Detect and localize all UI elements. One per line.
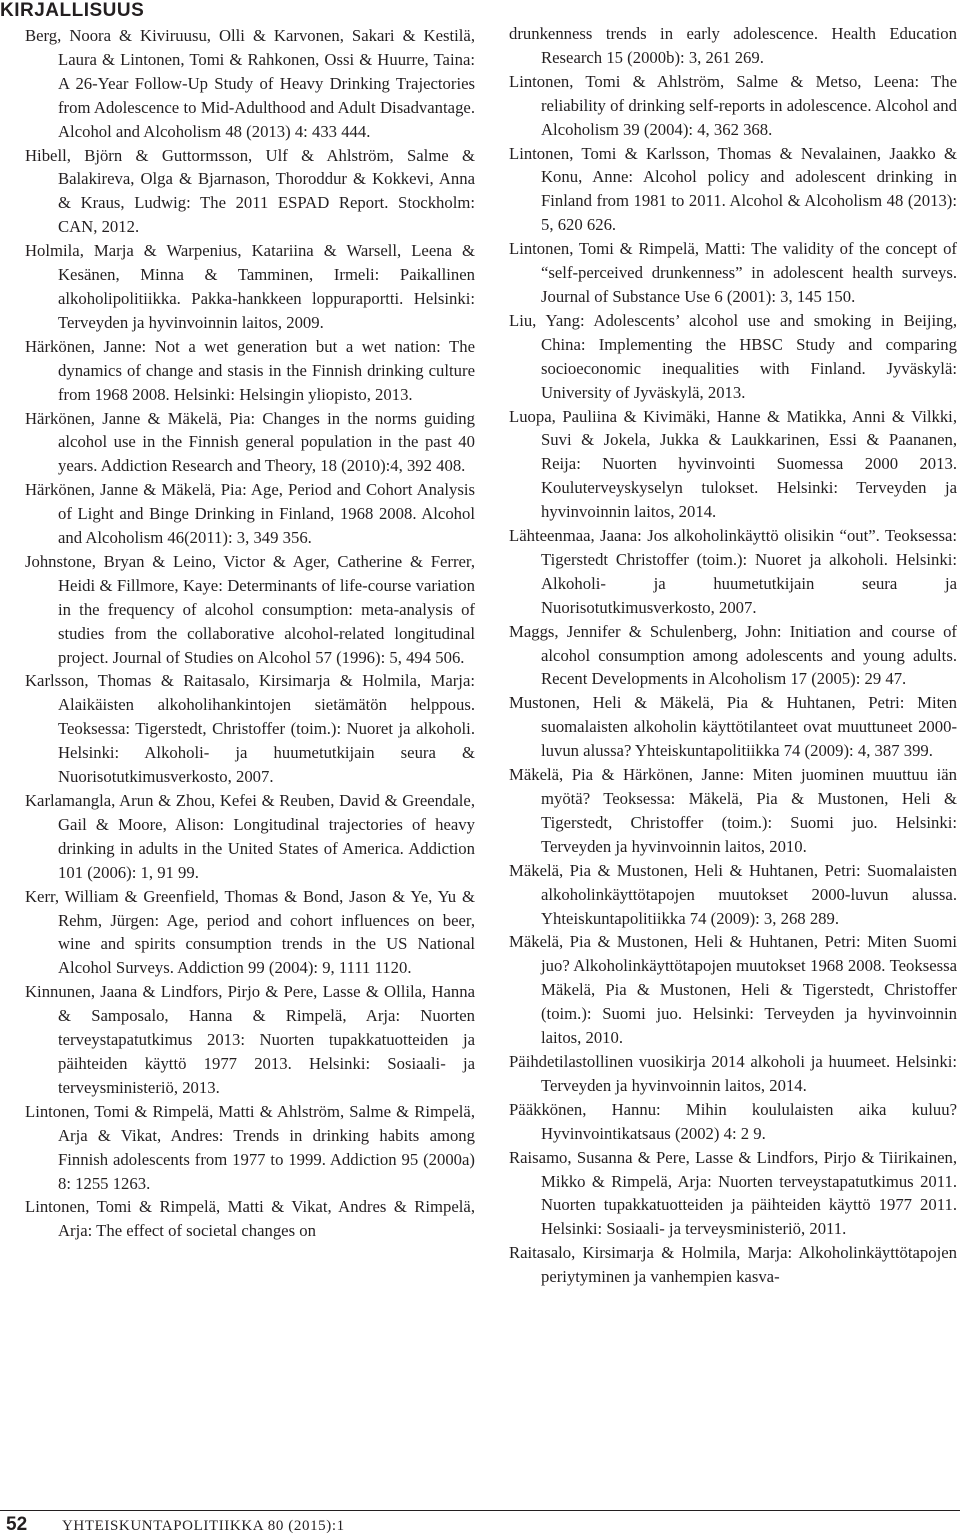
reference-entry: Kinnunen, Jaana & Lindfors, Pirjo & Pere, Lasse & Ollila, Hanna & Samposalo, Hanna & Rimpelä, Arja: Nuorten terveystapatutkimus 2013: Nuorten tupakkatuotteiden ja päihteiden käyttö 1977 2013. Helsinki: Sosiaali- ja terveysministeriö, 2013.	[25, 982, 475, 1097]
reference-entry: Karlamangla, Arun & Zhou, Kefei & Reuben, David & Greendale, Gail & Moore, Alison: Longitudinal trajectories of heavy drinking in adults in the United States of America. Addiction 101 (2006): 1, 91 99.	[25, 791, 475, 882]
reference-entry: Mäkelä, Pia & Mustonen, Heli & Huhtanen, Petri: Suomalaisten alkoholinkäyttötapojen muutokset 2000-luvun alussa. Yhteiskuntapolitiikka 74 (2009): 3, 268 289.	[509, 860, 957, 928]
reference-entry: Lintonen, Tomi & Rimpelä, Matti & Ahlström, Salme & Rimpelä, Arja & Vikat, Andres: Trends in drinking habits among Finnish adolescents from 1977 to 1999. Addiction 95 (2000a) 8: 1255 1263.	[25, 1101, 475, 1193]
references-right-column	[509, 22, 957, 1289]
reference-entry: Raitasalo, Kirsimarja & Holmila, Marja: Alkoholinkäyttötapojen periytyminen ja vanhempien kasva-	[509, 1243, 957, 1287]
reference-entry: Berg, Noora & Kiviruusu, Olli & Karvonen, Sakari & Kestilä, Laura & Lintonen, Tomi & Rahkonen, Ossi & Huurre, Taina: A 26-Year Follow-Up Study of Heavy Drinking Trajectories from Adolescence to Mid-Adulthood and Adult Disadvantage. Alcohol and Alcoholism 48 (2013) 4: 433 444.	[25, 26, 475, 141]
reference-entry: Härkönen, Janne & Mäkelä, Pia: Changes in the norms guiding alcohol use in the Finnish general population in the past 40 years. Addiction Research and Theory, 18 (2010):4, 392 408.	[25, 408, 475, 476]
reference-entry: Lintonen, Tomi & Ahlström, Salme & Metso, Leena: The reliability of drinking self-reports in adolescence. Alcohol and Alcoholism 39 (2004): 4, 362 368.	[509, 71, 957, 139]
reference-entry: Holmila, Marja & Warpenius, Katariina & Warsell, Leena & Kesänen, Minna & Tamminen, Irmeli: Paikallinen alkoholipolitiikka. Pakka-hankkeen loppuraportti. Helsinki: Terveyden ja hyvinvoinnin laitos, 2009.	[25, 241, 475, 332]
reference-entry: Lintonen, Tomi & Rimpelä, Matti & Vikat, Andres & Rimpelä, Arja: The effect of societal changes on	[25, 1197, 475, 1241]
reference-entry: Hibell, Björn & Guttormsson, Ulf & Ahlström, Salme & Balakireva, Olga & Bjarnason, Thoroddur & Kokkevi, Anna & Kraus, Ludwig: The 2011 ESPAD Report. Stockholm: CAN, 2012.	[25, 145, 475, 237]
journal-title: YHTEISKUNTAPOLITIIKKA 80 (2015):1	[62, 1518, 345, 1534]
reference-entry: Pääkkönen, Hannu: Mihin koululaisten aika kuluu? Hyvinvointikatsaus (2002) 4: 2 9.	[509, 1099, 957, 1143]
reference-entry: Mäkelä, Pia & Mustonen, Heli & Huhtanen, Petri: Miten Suomi juo? Alkoholinkäyttötapojen muutokset 1968 2008. Teoksessa Mäkelä, Pia & Mustonen, Heli & Tigerstedt, Christoffer (toim.): Suomi juo. Helsinki: Terveyden ja hyvinvoinnin laitos, 2010.	[509, 932, 957, 1048]
reference-entry: Mustonen, Heli & Mäkelä, Pia & Huhtanen, Petri: Miten suomalaisten alkoholin käyttötilanteet ovat muuttuneet 2000-luvun alussa? Yhteiskuntapolitiikka 74 (2009): 4, 387 399.	[509, 693, 957, 761]
footer-divider	[0, 1510, 960, 1511]
reference-entry: Johnstone, Bryan & Leino, Victor & Ager, Catherine & Ferrer, Heidi & Fillmore, Kaye: Determinants of life-course variation in the frequency of alcohol consumption: meta-analysis of studies from the collaborative alcohol-related longitudinal project. Journal of Studies on Alcohol 57 (1996): 5, 494 506.	[25, 551, 475, 667]
reference-entry: Raisamo, Susanna & Pere, Lasse & Lindfors, Pirjo & Tiirikainen, Mikko & Rimpelä, Arja: Nuorten terveystapatutkimus 2011. Nuorten tupakkatuotteiden ja päihteiden käyttö 1977 2011. Helsinki: Sosiaali- ja terveysministeriö, 2011.	[509, 1147, 957, 1239]
reference-entry: Luopa, Pauliina & Kivimäki, Hanne & Matikka, Anni & Vilkki, Suvi & Jokela, Jukka & Laukkarinen, Essi & Paananen, Reija: Nuorten hyvinvointi Suomessa 2000 2013. Kouluterveyskyselyn tulokset. Helsinki: Terveyden ja hyvinvoinnin laitos, 2014.	[509, 406, 957, 522]
reference-entry: Maggs, Jennifer & Schulenberg, John: Initiation and course of alcohol consumption among adolescents and young adults. Recent Developments in Alcoholism 17 (2005): 29 47.	[509, 621, 957, 689]
reference-entry-continuation: drunkenness trends in early adolescence. Health Education Research 15 (2000b): 3, 261 269.	[509, 24, 957, 67]
reference-entry: Mäkelä, Pia & Härkönen, Janne: Miten juominen muuttuu iän myötä? Teoksessa: Mäkelä, Pia & Mustonen, Heli & Tigerstedt, Christoffer (toim.): Suomi juo. Helsinki: Terveyden ja hyvinvoinnin laitos, 2010.	[509, 765, 957, 856]
reference-entry: Liu, Yang: Adolescents’ alcohol use and smoking in Beijing, China: Implementing the HBSC Study and comparing socioeconomic inequalities with Finland. Jyväskylä: University of Jyväskylä, 2013.	[509, 310, 957, 402]
reference-entry: Kerr, William & Greenfield, Thomas & Bond, Jason & Ye, Yu & Rehm, Jürgen: Age, period and cohort influences on beer, wine and spirits consumption trends in the US National Alcohol Surveys. Addiction 99 (2004): 9, 1111 1120.	[25, 886, 475, 978]
reference-entry: Karlsson, Thomas & Raitasalo, Kirsimarja & Holmila, Marja: Alaikäisten alkoholihankintojen sietämätön helppous. Teoksessa: Tigerstedt, Christoffer (toim.): Nuoret ja alkoholi. Helsinki: Alkoholi- ja huumetutkijain seura & Nuorisotutkimusverkosto, 2007.	[25, 671, 475, 787]
reference-entry: Lähteenmaa, Jaana: Jos alkoholinkäyttö olisikin “out”. Teoksessa: Tigerstedt Christoffer (toim.): Nuoret ja alkoholi. Helsinki: Alkoholi- ja huumetutkijain seura ja Nuorisotutkimusverkosto, 2007.	[509, 526, 957, 617]
reference-entry: Härkönen, Janne: Not a wet generation but a wet nation: The dynamics of change and stasis in the Finnish drinking culture from 1968 2008. Helsinki: Helsingin yliopisto, 2013.	[25, 336, 475, 404]
reference-entry: Lintonen, Tomi & Rimpelä, Matti: The validity of the concept of “self-perceived drunkenness” in adolescent health surveys. Journal of Substance Use 6 (2001): 3, 145 150.	[509, 239, 957, 306]
reference-entry: Lintonen, Tomi & Karlsson, Thomas & Nevalainen, Jaakko & Konu, Anne: Alcohol policy and adolescent drinking in Finland from 1981 to 2011. Alcohol & Alcoholism 48 (2013): 5, 620 626.	[509, 143, 957, 235]
page-footer	[0, 1510, 960, 1538]
reference-entry: Härkönen, Janne & Mäkelä, Pia: Age, Period and Cohort Analysis of Light and Binge Drinking in Finland, 1968 2008. Alcohol and Alcoholism 46(2011): 3, 349 356.	[25, 480, 475, 548]
references-left-column	[25, 24, 475, 1243]
reference-entry: Päihdetilastollinen vuosikirja 2014 alkoholi ja huumeet. Helsinki: Terveyden ja hyvinvoinnin laitos, 2014.	[509, 1051, 957, 1095]
page-heading: KIRJALLISUUS	[0, 0, 145, 21]
page-number: 52	[6, 1514, 28, 1535]
